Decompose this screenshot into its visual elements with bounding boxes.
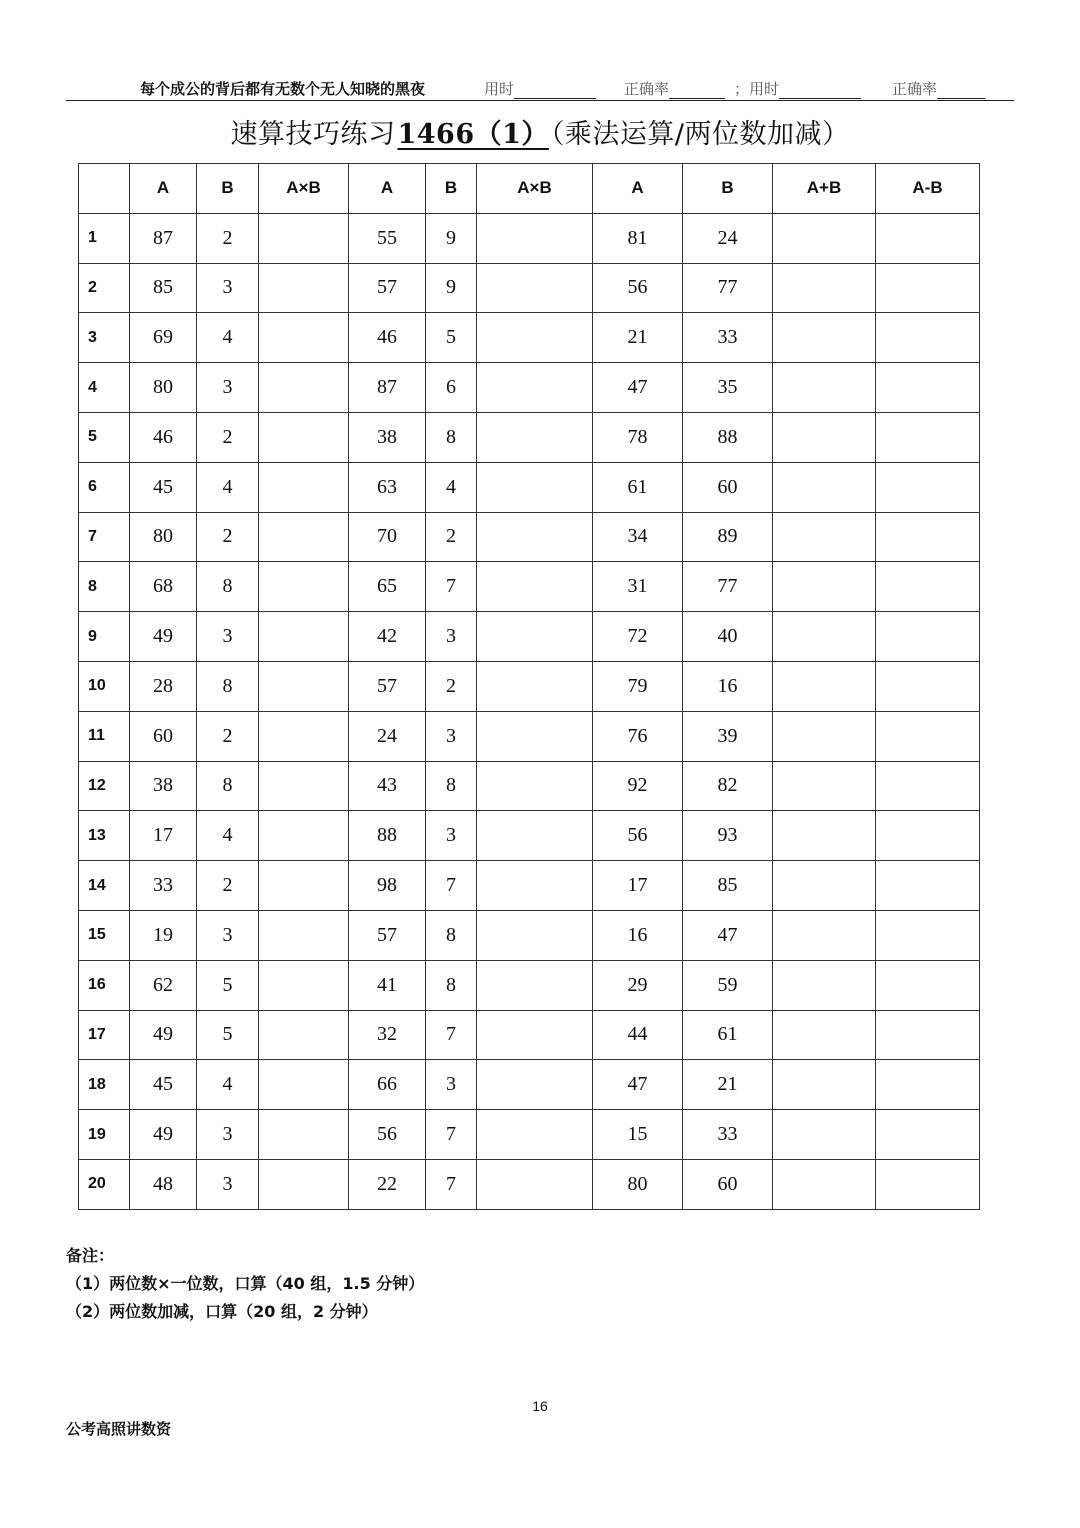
answer-cell[interactable] <box>773 811 876 861</box>
answer-cell[interactable] <box>876 811 980 861</box>
operand-cell: 80 <box>130 512 197 562</box>
answer-cell[interactable] <box>477 960 593 1010</box>
operand-cell: 46 <box>349 313 426 363</box>
operand-cell: 61 <box>683 1010 773 1060</box>
table-row <box>79 363 980 413</box>
operand-cell: 79 <box>593 661 683 711</box>
operand-cell: 60 <box>683 462 773 512</box>
answer-cell[interactable] <box>773 861 876 911</box>
operand-cell: 66 <box>349 1060 426 1110</box>
row-number: 3 <box>79 313 130 363</box>
accuracy-field-1[interactable] <box>624 78 725 99</box>
operand-cell: 80 <box>593 1159 683 1209</box>
answer-cell[interactable] <box>773 313 876 363</box>
operand-cell: 41 <box>349 960 426 1010</box>
table-row <box>79 960 980 1010</box>
accuracy-blank-1[interactable] <box>669 82 725 99</box>
accuracy-label-2: 正确率 <box>892 80 938 98</box>
operand-cell: 55 <box>349 213 426 263</box>
operand-cell: 47 <box>683 910 773 960</box>
header-corner-cell <box>79 164 130 214</box>
operand-cell: 21 <box>683 1060 773 1110</box>
operand-cell: 2 <box>426 661 477 711</box>
operand-cell: 24 <box>683 213 773 263</box>
operand-cell: 8 <box>197 761 259 811</box>
operand-cell: 32 <box>349 1010 426 1060</box>
operand-cell: 3 <box>426 1060 477 1110</box>
answer-cell[interactable] <box>876 1010 980 1060</box>
answer-cell[interactable] <box>773 910 876 960</box>
answer-cell[interactable] <box>773 512 876 562</box>
operand-cell: 46 <box>130 412 197 462</box>
operand-cell: 3 <box>426 711 477 761</box>
operand-cell: 62 <box>130 960 197 1010</box>
table-row <box>79 562 980 612</box>
answer-cell[interactable] <box>477 910 593 960</box>
operand-cell: 2 <box>197 512 259 562</box>
operand-cell: 59 <box>683 960 773 1010</box>
operand-cell: 5 <box>426 313 477 363</box>
answer-cell[interactable] <box>876 910 980 960</box>
column-header: A <box>130 164 197 214</box>
operand-cell: 93 <box>683 811 773 861</box>
operand-cell: 17 <box>593 861 683 911</box>
operand-cell: 87 <box>349 363 426 413</box>
answer-cell[interactable] <box>876 1110 980 1160</box>
answer-cell[interactable] <box>259 861 349 911</box>
page-number: 16 <box>532 1398 548 1414</box>
row-number: 19 <box>79 1110 130 1160</box>
operand-cell: 22 <box>349 1159 426 1209</box>
answer-cell[interactable] <box>876 711 980 761</box>
operand-cell: 77 <box>683 562 773 612</box>
operand-cell: 61 <box>593 462 683 512</box>
title-number: 1466（1） <box>397 119 549 150</box>
operand-cell: 38 <box>349 412 426 462</box>
operand-cell: 8 <box>197 562 259 612</box>
row-number: 7 <box>79 512 130 562</box>
operand-cell: 33 <box>130 861 197 911</box>
answer-cell[interactable] <box>773 661 876 711</box>
answer-cell[interactable] <box>259 711 349 761</box>
table-row <box>79 861 980 911</box>
answer-cell[interactable] <box>259 562 349 612</box>
answer-cell[interactable] <box>876 462 980 512</box>
operand-cell: 47 <box>593 1060 683 1110</box>
answer-cell[interactable] <box>876 1159 980 1209</box>
operand-cell: 5 <box>197 1010 259 1060</box>
table-row <box>79 1010 980 1060</box>
operand-cell: 5 <box>197 960 259 1010</box>
row-number: 8 <box>79 562 130 612</box>
column-header: A×B <box>259 164 349 214</box>
answer-cell[interactable] <box>259 512 349 562</box>
answer-cell[interactable] <box>773 711 876 761</box>
answer-cell[interactable] <box>876 761 980 811</box>
row-number: 5 <box>79 412 130 462</box>
table-row <box>79 661 980 711</box>
answer-cell[interactable] <box>259 1159 349 1209</box>
row-number: 16 <box>79 960 130 1010</box>
answer-cell[interactable] <box>259 213 349 263</box>
answer-cell[interactable] <box>876 313 980 363</box>
answer-cell[interactable] <box>773 462 876 512</box>
operand-cell: 88 <box>683 412 773 462</box>
footer-text: 公考高照讲数资 <box>66 1420 172 1438</box>
operand-cell: 2 <box>426 512 477 562</box>
operand-cell: 7 <box>426 1110 477 1160</box>
table-row <box>79 1159 980 1209</box>
column-header: A <box>349 164 426 214</box>
accuracy-field-2[interactable] <box>892 78 985 99</box>
row-number: 14 <box>79 861 130 911</box>
row-number: 4 <box>79 363 130 413</box>
operand-cell: 44 <box>593 1010 683 1060</box>
row-number: 17 <box>79 1010 130 1060</box>
table-row <box>79 512 980 562</box>
operand-cell: 43 <box>349 761 426 811</box>
operand-cell: 16 <box>593 910 683 960</box>
answer-cell[interactable] <box>477 263 593 313</box>
operand-cell: 57 <box>349 661 426 711</box>
operand-cell: 24 <box>349 711 426 761</box>
answer-cell[interactable] <box>259 612 349 662</box>
answer-cell[interactable] <box>259 462 349 512</box>
operand-cell: 2 <box>197 213 259 263</box>
answer-cell[interactable] <box>773 562 876 612</box>
operand-cell: 34 <box>593 512 683 562</box>
operand-cell: 60 <box>130 711 197 761</box>
table-header-row <box>79 164 980 214</box>
table-row <box>79 811 980 861</box>
answer-cell[interactable] <box>259 1110 349 1160</box>
answer-cell[interactable] <box>477 1110 593 1160</box>
column-header: A+B <box>773 164 876 214</box>
answer-cell[interactable] <box>477 1060 593 1110</box>
operand-cell: 40 <box>683 612 773 662</box>
answer-cell[interactable] <box>477 462 593 512</box>
operand-cell: 80 <box>130 363 197 413</box>
operand-cell: 76 <box>593 711 683 761</box>
answer-cell[interactable] <box>876 363 980 413</box>
operand-cell: 39 <box>683 711 773 761</box>
answer-cell[interactable] <box>259 811 349 861</box>
operand-cell: 4 <box>197 1060 259 1110</box>
answer-cell[interactable] <box>876 661 980 711</box>
operand-cell: 77 <box>683 263 773 313</box>
operand-cell: 56 <box>593 811 683 861</box>
notes-section <box>66 1242 424 1326</box>
operand-cell: 48 <box>130 1159 197 1209</box>
answer-cell[interactable] <box>477 761 593 811</box>
operand-cell: 3 <box>197 263 259 313</box>
row-number: 9 <box>79 612 130 662</box>
operand-cell: 68 <box>130 562 197 612</box>
operand-cell: 6 <box>426 363 477 413</box>
table-row <box>79 612 980 662</box>
table-body <box>79 213 980 1209</box>
operand-cell: 33 <box>683 1110 773 1160</box>
operand-cell: 42 <box>349 612 426 662</box>
table-row <box>79 1060 980 1110</box>
operand-cell: 88 <box>349 811 426 861</box>
row-number: 10 <box>79 661 130 711</box>
column-header: A-B <box>876 164 980 214</box>
table-row <box>79 711 980 761</box>
answer-cell[interactable] <box>876 562 980 612</box>
motto-text: 每个成公的背后都有无数个无人知晓的黑夜 <box>140 80 426 98</box>
row-number: 2 <box>79 263 130 313</box>
operand-cell: 16 <box>683 661 773 711</box>
answer-cell[interactable] <box>773 761 876 811</box>
answer-cell[interactable] <box>773 263 876 313</box>
operand-cell: 56 <box>349 1110 426 1160</box>
operand-cell: 4 <box>197 313 259 363</box>
operand-cell: 2 <box>197 861 259 911</box>
answer-cell[interactable] <box>876 960 980 1010</box>
answer-cell[interactable] <box>477 612 593 662</box>
answer-cell[interactable] <box>259 313 349 363</box>
operand-cell: 38 <box>130 761 197 811</box>
operand-cell: 70 <box>349 512 426 562</box>
table-row <box>79 213 980 263</box>
table-row <box>79 761 980 811</box>
answer-cell[interactable] <box>773 1159 876 1209</box>
operand-cell: 47 <box>593 363 683 413</box>
time-field-1[interactable] <box>484 78 596 99</box>
answer-cell[interactable] <box>477 512 593 562</box>
exercise-table <box>78 163 980 1210</box>
answer-cell[interactable] <box>876 861 980 911</box>
operand-cell: 56 <box>593 263 683 313</box>
answer-cell[interactable] <box>773 1010 876 1060</box>
answer-cell[interactable] <box>477 661 593 711</box>
title-suffix: （乘法运算/两位数加减） <box>550 119 850 150</box>
column-header: A <box>593 164 683 214</box>
column-header: B <box>683 164 773 214</box>
answer-cell[interactable] <box>477 811 593 861</box>
row-number: 20 <box>79 1159 130 1209</box>
operand-cell: 81 <box>593 213 683 263</box>
operand-cell: 8 <box>426 761 477 811</box>
answer-cell[interactable] <box>477 711 593 761</box>
answer-cell[interactable] <box>477 562 593 612</box>
operand-cell: 65 <box>349 562 426 612</box>
operand-cell: 72 <box>593 612 683 662</box>
answer-cell[interactable] <box>477 861 593 911</box>
operand-cell: 60 <box>683 1159 773 1209</box>
operand-cell: 49 <box>130 1010 197 1060</box>
notes-line-1: （1）两位数×一位数，口算（40 组，1.5 分钟） <box>66 1274 425 1293</box>
time-blank-2[interactable] <box>779 82 861 99</box>
operand-cell: 92 <box>593 761 683 811</box>
table-row <box>79 313 980 363</box>
column-header: B <box>197 164 259 214</box>
operand-cell: 78 <box>593 412 683 462</box>
notes-title: 备注： <box>66 1246 115 1265</box>
table-row <box>79 412 980 462</box>
operand-cell: 31 <box>593 562 683 612</box>
row-number: 18 <box>79 1060 130 1110</box>
row-number: 15 <box>79 910 130 960</box>
answer-cell[interactable] <box>773 960 876 1010</box>
operand-cell: 49 <box>130 1110 197 1160</box>
answer-cell[interactable] <box>876 213 980 263</box>
answer-cell[interactable] <box>259 910 349 960</box>
answer-cell[interactable] <box>259 1060 349 1110</box>
answer-cell[interactable] <box>477 1010 593 1060</box>
notes-line-2: （2）两位数加减，口算（20 组，2 分钟） <box>66 1302 378 1321</box>
operand-cell: 9 <box>426 213 477 263</box>
answer-cell[interactable] <box>259 661 349 711</box>
operand-cell: 4 <box>197 811 259 861</box>
page-title <box>0 112 1080 151</box>
operand-cell: 4 <box>426 462 477 512</box>
table-row <box>79 910 980 960</box>
operand-cell: 33 <box>683 313 773 363</box>
answer-cell[interactable] <box>773 213 876 263</box>
operand-cell: 3 <box>426 612 477 662</box>
table-row <box>79 462 980 512</box>
time-label-2: 用时 <box>749 80 780 98</box>
operand-cell: 7 <box>426 1010 477 1060</box>
answer-cell[interactable] <box>259 761 349 811</box>
operand-cell: 63 <box>349 462 426 512</box>
answer-cell[interactable] <box>876 263 980 313</box>
operand-cell: 8 <box>426 910 477 960</box>
accuracy-label-1: 正确率 <box>624 80 670 98</box>
operand-cell: 49 <box>130 612 197 662</box>
column-header: A×B <box>477 164 593 214</box>
table-row <box>79 263 980 313</box>
answer-cell[interactable] <box>876 512 980 562</box>
operand-cell: 9 <box>426 263 477 313</box>
operand-cell: 7 <box>426 1159 477 1209</box>
operand-cell: 8 <box>197 661 259 711</box>
operand-cell: 3 <box>197 910 259 960</box>
title-prefix: 速算技巧练习 <box>230 119 396 150</box>
answer-cell[interactable] <box>477 313 593 363</box>
answer-cell[interactable] <box>259 1010 349 1060</box>
operand-cell: 2 <box>197 711 259 761</box>
operand-cell: 85 <box>683 861 773 911</box>
answer-cell[interactable] <box>773 412 876 462</box>
answer-cell[interactable] <box>773 1060 876 1110</box>
answer-cell[interactable] <box>259 960 349 1010</box>
operand-cell: 3 <box>197 1159 259 1209</box>
operand-cell: 8 <box>426 960 477 1010</box>
accuracy-blank-2[interactable] <box>937 82 985 99</box>
operand-cell: 35 <box>683 363 773 413</box>
time-field-2[interactable] <box>734 78 861 99</box>
time-blank-1[interactable] <box>514 82 596 99</box>
page-header <box>66 76 1014 101</box>
operand-cell: 87 <box>130 213 197 263</box>
separator: ； <box>734 80 750 98</box>
operand-cell: 29 <box>593 960 683 1010</box>
operand-cell: 45 <box>130 1060 197 1110</box>
operand-cell: 7 <box>426 861 477 911</box>
operand-cell: 3 <box>426 811 477 861</box>
operand-cell: 45 <box>130 462 197 512</box>
answer-cell[interactable] <box>477 363 593 413</box>
answer-cell[interactable] <box>259 263 349 313</box>
answer-cell[interactable] <box>876 612 980 662</box>
answer-cell[interactable] <box>773 612 876 662</box>
answer-cell[interactable] <box>876 1060 980 1110</box>
operand-cell: 3 <box>197 363 259 413</box>
operand-cell: 15 <box>593 1110 683 1160</box>
answer-cell[interactable] <box>876 412 980 462</box>
operand-cell: 3 <box>197 612 259 662</box>
operand-cell: 21 <box>593 313 683 363</box>
row-number: 11 <box>79 711 130 761</box>
answer-cell[interactable] <box>259 412 349 462</box>
operand-cell: 98 <box>349 861 426 911</box>
operand-cell: 19 <box>130 910 197 960</box>
answer-cell[interactable] <box>773 1110 876 1160</box>
operand-cell: 57 <box>349 263 426 313</box>
answer-cell[interactable] <box>477 412 593 462</box>
row-number: 13 <box>79 811 130 861</box>
table-row <box>79 1110 980 1160</box>
answer-cell[interactable] <box>477 1159 593 1209</box>
time-label-1: 用时 <box>484 80 515 98</box>
operand-cell: 8 <box>426 412 477 462</box>
operand-cell: 17 <box>130 811 197 861</box>
answer-cell[interactable] <box>259 363 349 413</box>
operand-cell: 4 <box>197 462 259 512</box>
operand-cell: 7 <box>426 562 477 612</box>
operand-cell: 57 <box>349 910 426 960</box>
operand-cell: 28 <box>130 661 197 711</box>
answer-cell[interactable] <box>477 213 593 263</box>
operand-cell: 85 <box>130 263 197 313</box>
row-number: 12 <box>79 761 130 811</box>
answer-cell[interactable] <box>773 363 876 413</box>
operand-cell: 69 <box>130 313 197 363</box>
column-header: B <box>426 164 477 214</box>
row-number: 1 <box>79 213 130 263</box>
row-number: 6 <box>79 462 130 512</box>
operand-cell: 2 <box>197 412 259 462</box>
operand-cell: 3 <box>197 1110 259 1160</box>
operand-cell: 89 <box>683 512 773 562</box>
operand-cell: 82 <box>683 761 773 811</box>
